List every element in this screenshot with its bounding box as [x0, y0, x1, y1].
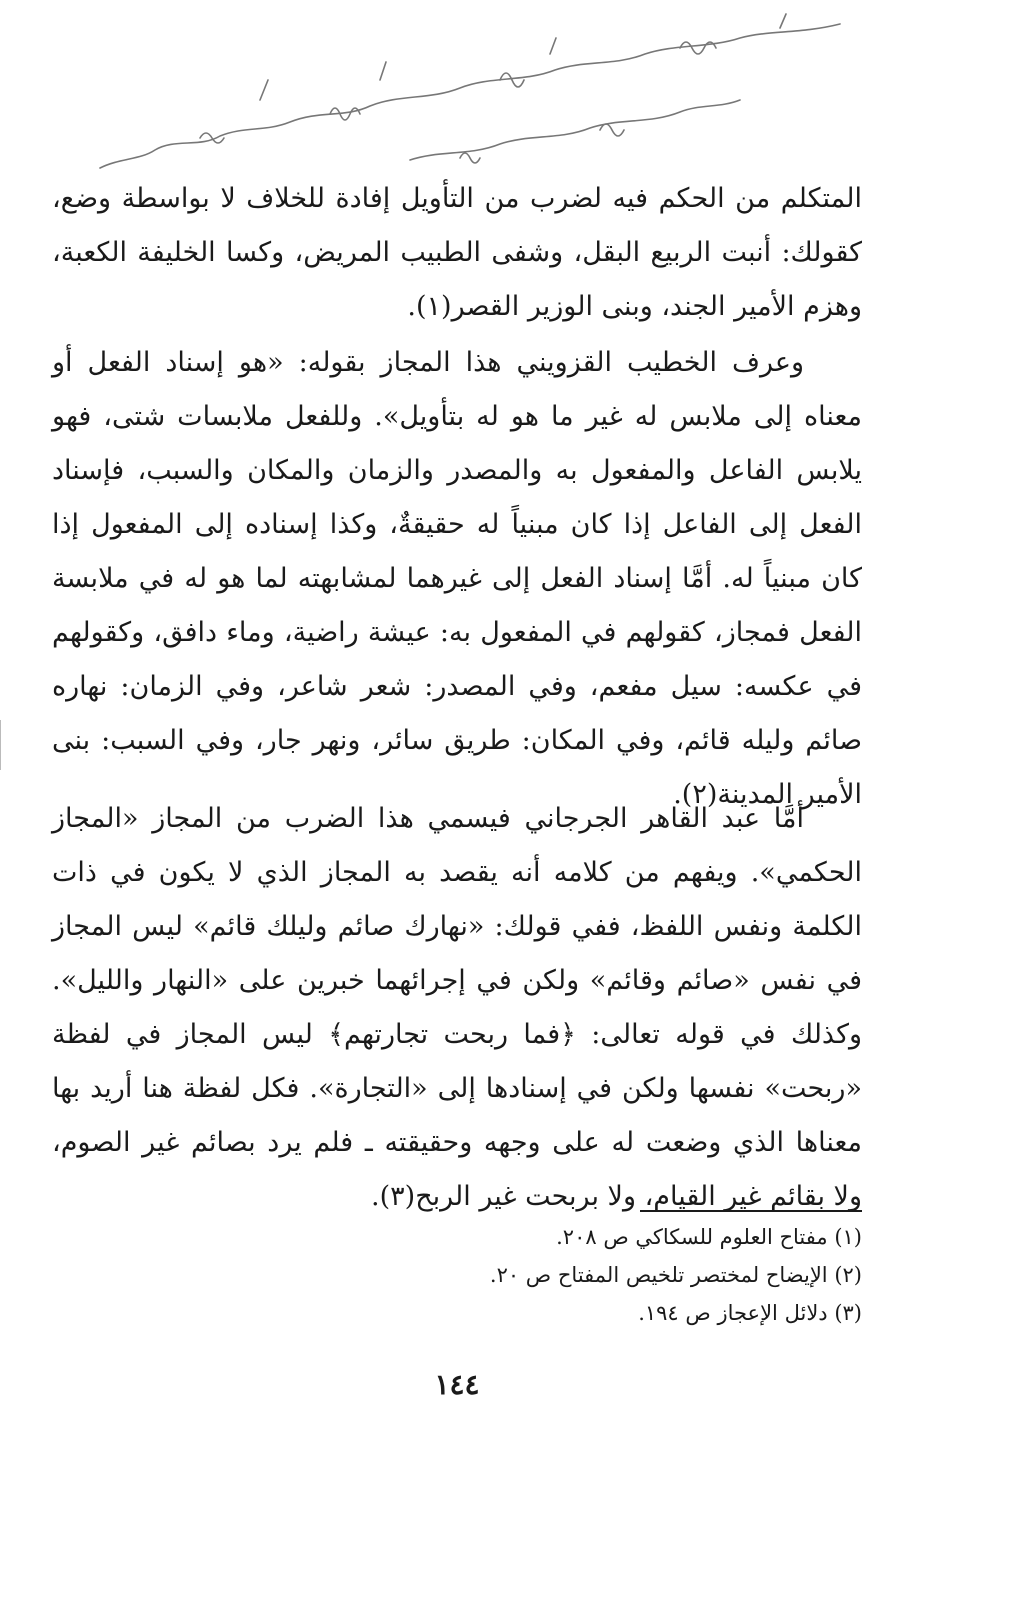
footnote-separator	[640, 1210, 862, 1212]
footnotes	[262, 1218, 862, 1332]
paragraph-2	[52, 336, 862, 822]
footnote-1: (١) مفتاح العلوم للسكاكي ص ٢٠٨.	[556, 1225, 862, 1249]
paragraph-1-text: المتكلم من الحكم فيه لضرب من التأويل إفادة للخلاف لا بواسطة وضع، كقولك: أنبت الربيع البقل، وشفى الطبيب المريض، وكسا الخليفة الكعبة، وهزم الأمير الجند، وبنى الوزير القصر(١).	[52, 183, 862, 322]
scan-margin-mark	[0, 720, 7, 770]
paragraph-3-text: أمَّا عبد القاهر الجرجاني فيسمي هذا الضرب من المجاز «المجاز الحكمي». ويفهم من كلامه أنه يقصد به المجاز الذي لا يكون في ذات الكلمة ونفس اللفظ، ففي قولك: «نهارك صائم وليلك قائم» ليس المجاز في نفس «صائم وقائم» ولكن في إجرائهما خبرين على «النهار والليل». وكذلك في قوله تعالى: ﴿فما ربحت تجارتهم﴾ ليس المجاز في لفظة «ربحت» نفسها ولكن في إسنادها إلى «التجارة». فكل لفظة هنا أريد بها معناها الذي وضعت له على وجهه وحقيقته ـ فلم يرد بصائم غير الصوم، ولا بقائم غير القيام، ولا بربحت غير الربح(٣).	[52, 803, 862, 1212]
page-number: ١٤٤	[434, 1368, 480, 1401]
footnote-3: (٣) دلائل الإعجاز ص ١٩٤.	[638, 1301, 862, 1325]
paragraph-3	[52, 792, 862, 1224]
paragraph-1	[52, 172, 862, 334]
paragraph-2-text: وعرف الخطيب القزويني هذا المجاز بقوله: «هو إسناد الفعل أو معناه إلى ملابس له غير ما هو له بتأويل». وللفعل ملابسات شتى، فهو يلابس الفاعل والمفعول به والمصدر والزمان والمكان والسبب، فإسناد الفعل إلى الفاعل إذا كان مبنياً له حقيقةٌ، وكذا إسناده إلى المفعول إذا كان مبنياً له. أمَّا إسناد الفعل إلى غيرهما لمشابهته لما هو له في ملابسة الفعل فمجاز، كقولهم في المفعول به: عيشة راضية، وماء دافق، وكقولهم في عكسه: سيل مفعم، وفي المصدر: شعر شاعر، وفي الزمان: نهاره صائم وليله قائم، وفي المكان: طريق سائر، ونهر جار، وفي السبب: بنى الأمير المدينة(٢).	[52, 347, 862, 810]
footnote-2: (٢) الإيضاح لمختصر تلخيص المفتاح ص ٢٠.	[489, 1263, 862, 1287]
